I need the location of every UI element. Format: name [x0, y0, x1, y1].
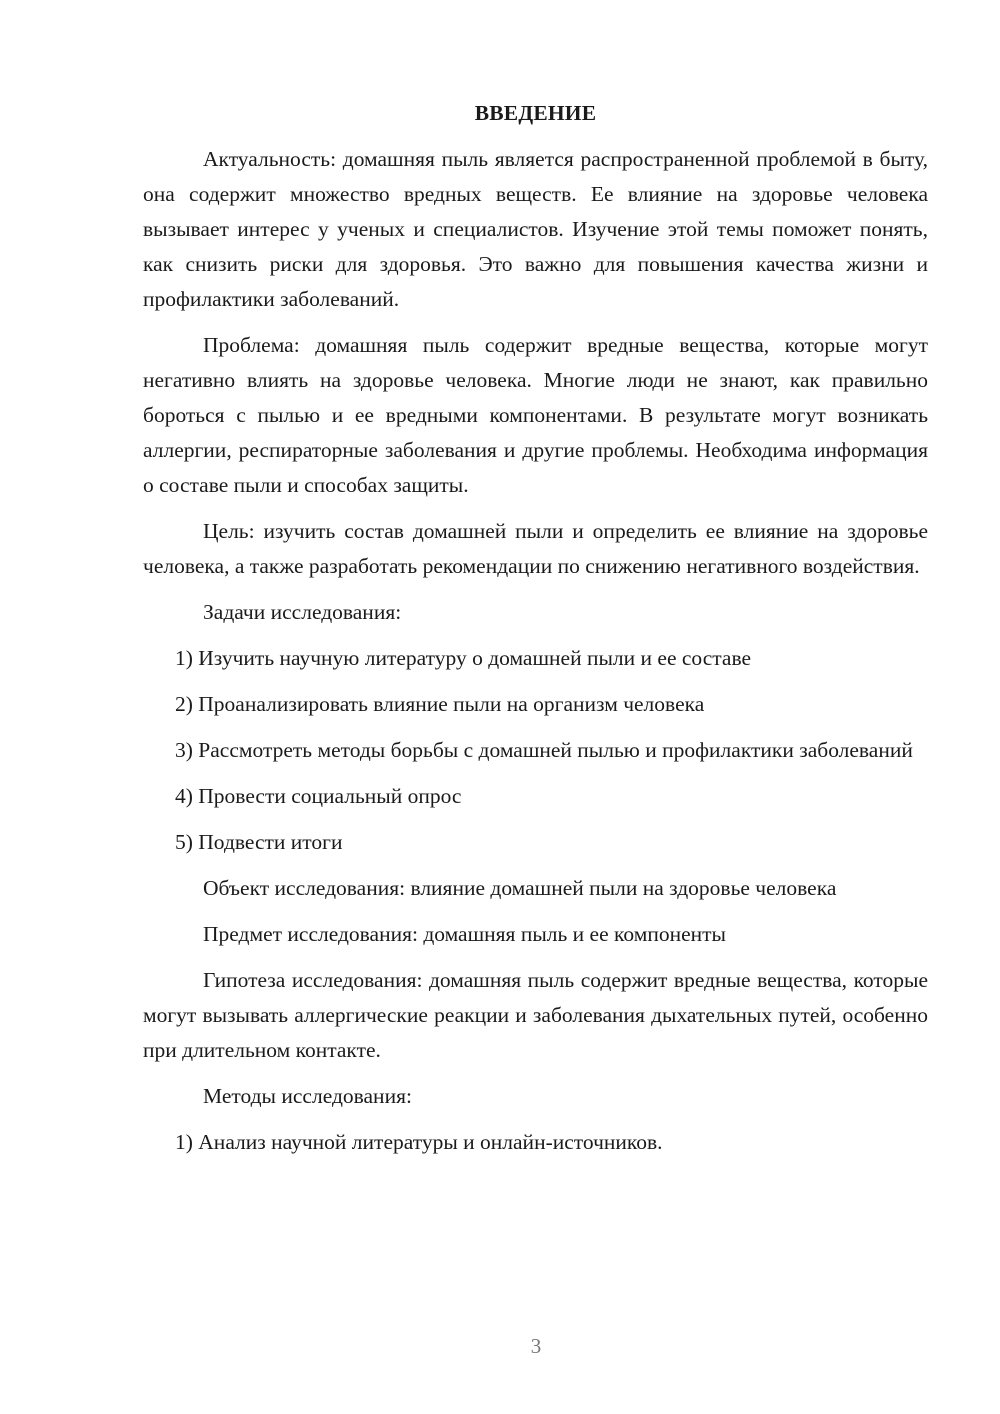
task-item: 3) Рассмотреть методы борьбы с домашней пылью и профилактики заболеваний [175, 738, 913, 762]
goal-paragraph: Цель: изучить состав домашней пыли и определить ее влияние на здоровье человека, а также разработать рекомендации по снижению негативного воздействия. [143, 519, 928, 578]
page-number: 3 [530, 1334, 542, 1358]
research-object-paragraph: Объект исследования: влияние домашней пыли на здоровье человека [203, 876, 837, 900]
hypothesis-paragraph: Гипотеза исследования: домашняя пыль содержит вредные вещества, которые могут вызывать аллергические реакции и заболевания дыхательных путей, особенно при длительном контакте. [143, 968, 928, 1062]
problem-paragraph: Проблема: домашняя пыль содержит вредные вещества, которые могут негативно влиять на здоровье человека. Многие люди не знают, как правильно бороться с пылью и ее вредными компонентами. В результате могут возникать аллергии, респираторные заболевания и другие проблемы. Необходима информация о составе пыли и способах защиты. [143, 333, 928, 497]
tasks-heading: Задачи исследования: [203, 600, 402, 624]
task-item: 5) Подвести итоги [175, 830, 343, 854]
task-item: 1) Изучить научную литературу о домашней пыли и ее составе [175, 646, 752, 670]
task-item: 2) Проанализировать влияние пыли на организм человека [175, 692, 705, 716]
relevance-paragraph: Актуальность: домашняя пыль является распространенной проблемой в быту, она содержит множество вредных веществ. Ее влияние на здоровье человека вызывает интерес у ученых и специалистов. Изучение этой темы поможет понять, как снизить риски для здоровья. Это важно для повышения качества жизни и профилактики заболеваний. [143, 147, 928, 311]
methods-heading: Методы исследования: [203, 1084, 412, 1108]
page-content [143, 96, 928, 1171]
section-title: ВВЕДЕНИЕ [474, 101, 597, 125]
task-item: 4) Провести социальный опрос [175, 784, 462, 808]
research-subject-paragraph: Предмет исследования: домашняя пыль и ее компоненты [203, 922, 726, 946]
method-item: 1) Анализ научной литературы и онлайн-источников. [175, 1130, 663, 1154]
